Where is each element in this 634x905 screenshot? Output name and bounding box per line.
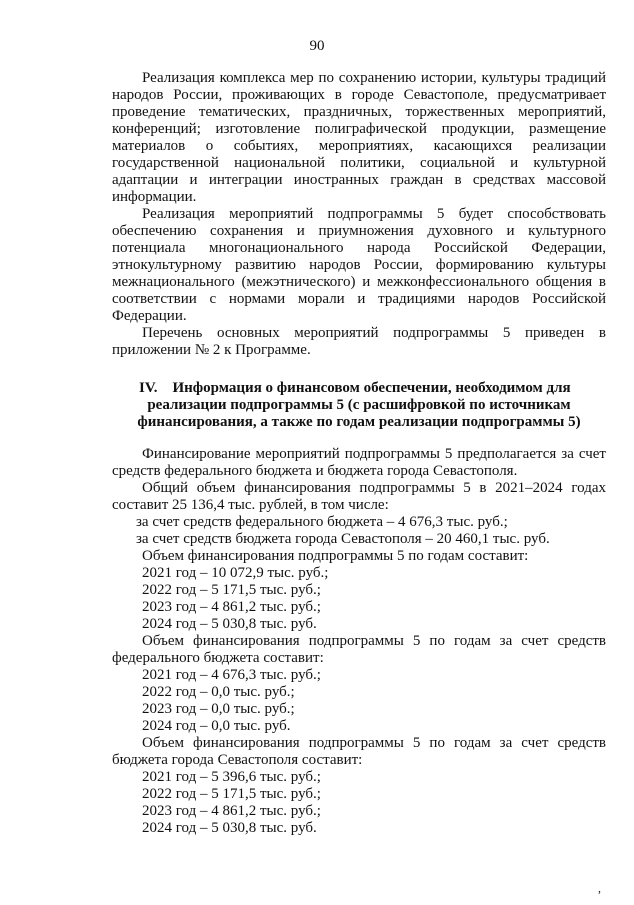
city-year-line: 2023 год – 4 861,2 тыс. руб.; [142, 803, 321, 819]
city-year-line: 2022 год – 5 171,5 тыс. руб.; [142, 786, 321, 802]
by-year-title: Объем финансирования подпрограммы 5 по годам составит: [142, 548, 529, 564]
federal-year-line: 2021 год – 4 676,3 тыс. руб.; [142, 667, 321, 683]
federal-title-line: федерального бюджета составит: [112, 650, 324, 666]
federal-year-line: 2023 год – 0,0 тыс. руб.; [142, 701, 295, 717]
year-line: 2021 год – 10 072,9 тыс. руб.; [142, 565, 329, 581]
city-total-line: за счет средств бюджета города Севастополя – 20 460,1 тыс. руб. [136, 531, 550, 547]
year-line: 2022 год – 5 171,5 тыс. руб.; [142, 582, 321, 598]
scan-mark: , [598, 881, 601, 895]
city-title-line: бюджета города Севастополя составит: [112, 752, 363, 768]
paragraph-activities-list: Перечень основных мероприятий подпрограммы 5 приведен в приложении № 2 к Программе. [112, 325, 606, 358]
city-year-line: 2024 год – 5 030,8 тыс. руб. [142, 820, 317, 836]
year-line: 2024 год – 5 030,8 тыс. руб. [142, 616, 317, 632]
section-heading [112, 380, 606, 431]
paragraph-financing-intro: Финансирование мероприятий подпрограммы 5 предполагается за счет средств федерального бюджета и бюджета города Севастополя. [112, 446, 606, 479]
paragraph-financing-total: Общий объем финансирования подпрограммы 5 в 2021–2024 годах составит 25 136,4 тыс. рублей, в том числе: [112, 480, 606, 513]
year-line: 2023 год – 4 861,2 тыс. руб.; [142, 599, 321, 615]
federal-year-line: 2022 год – 0,0 тыс. руб.; [142, 684, 295, 700]
paragraph-culture-measures: Реализация комплекса мер по сохранению истории, культуры традиций народов России, проживающих в городе Севастополе, предусматривает проведение тематических, праздничных, торжественных мероприятий, конференций; изготовление полиграфической продукции, размещение материалов о событиях, мероприятиях, касающихся реализации государственной национальной политики, социальной и культурной адаптации и интеграции иностранных граждан в средствах массовой информации. [112, 70, 606, 205]
page-number: 90 [309, 38, 325, 54]
city-title-line: Объем финансирования подпрограммы 5 по годам за счет средств [142, 735, 606, 751]
federal-total-line: за счет средств федерального бюджета – 4 676,3 тыс. руб.; [136, 514, 508, 530]
federal-title-line: Объем финансирования подпрограммы 5 по годам за счет средств [142, 633, 606, 649]
heading-line: финансирования, а также по годам реализации подпрограммы 5) [137, 414, 581, 430]
paragraph-subprogram-effect: Реализация мероприятий подпрограммы 5 будет способствовать обеспечению сохранения и приумножения духовного и культурного потенциала многонационального народа Российской Федерации, этнокультурному развитию народов России, формированию культуры межнационального (межэтнического) и межконфессионального общения в соответствии с нормами морали и традициями народов Российской Федерации. [112, 206, 606, 324]
body-text-top [112, 70, 606, 359]
heading-line: реализации подпрограммы 5 (с расшифровкой по источникам [147, 397, 571, 413]
heading-line: IV. Информация о финансовом обеспечении, необходимом для [139, 380, 571, 396]
federal-year-line: 2024 год – 0,0 тыс. руб. [142, 718, 291, 734]
city-year-line: 2021 год – 5 396,6 тыс. руб.; [142, 769, 321, 785]
financing-section [112, 446, 606, 837]
